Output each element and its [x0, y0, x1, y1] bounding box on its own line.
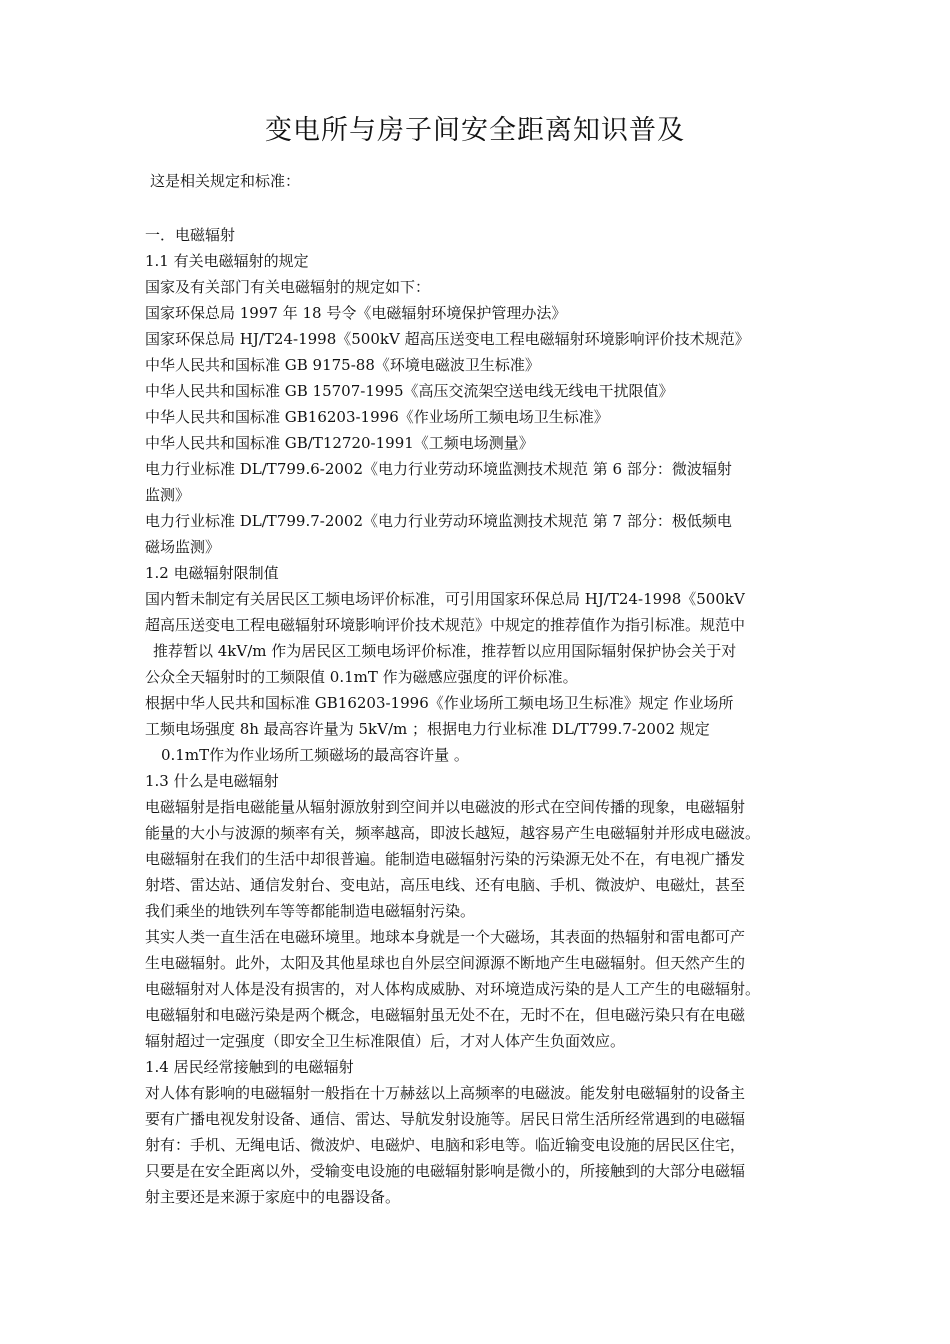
subsection-heading: 1.2 电磁辐射限制值	[145, 564, 279, 582]
body-line: 中华人民共和国标准 GB 9175-88《环境电磁波卫生标准》	[145, 356, 540, 374]
body-line: 只要是在安全距离以外，受输变电设施的电磁辐射影响是微小的，所接触到的大部分电磁辐	[145, 1162, 746, 1180]
section-heading: 一．电磁辐射	[145, 226, 236, 244]
body-line: 射塔、雷达站、通信发射台、变电站，高压电线、还有电脑、手机、微波炉、电磁灶，甚至	[145, 876, 746, 894]
body-line: 射主要还是来源于家庭中的电器设备。	[145, 1188, 401, 1206]
body-line: 推荐暂以 4kV/m 作为居民区工频电场评价标准，推荐暂以应用国际辐射保护协会关于对	[153, 642, 737, 660]
body-line: 电力行业标准 DL/T799.6-2002《电力行业劳动环境监测技术规范 第 6 部分：微波辐射	[145, 460, 732, 478]
body-line: 国内暂未制定有关居民区工频电场评价标准，可引用国家环保总局 HJ/T24-1998《500kV	[145, 590, 745, 608]
body-line: 超高压送变电工程电磁辐射环境影响评价技术规范》中规定的推荐值作为指引标准。规范中	[145, 616, 746, 634]
subsection-heading: 1.1 有关电磁辐射的规定	[145, 252, 309, 270]
body-line: 其实人类一直生活在电磁环境里。地球本身就是一个大磁场，其表面的热辐射和雷电都可产	[145, 928, 746, 946]
body-line: 要有广播电视发射设备、通信、雷达、导航发射设施等。居民日常生活所经常遇到的电磁辐	[145, 1110, 746, 1128]
body-line: 电磁辐射对人体是没有损害的，对人体构成威胁、对环境造成污染的是人工产生的电磁辐射。	[145, 980, 761, 998]
body-line: 监测》	[145, 486, 191, 504]
subsection-heading: 1.4 居民经常接触到的电磁辐射	[145, 1058, 354, 1076]
intro-text: 这是相关规定和标准：	[150, 172, 301, 190]
body-line: 我们乘坐的地铁列车等等都能制造电磁辐射污染。	[145, 902, 476, 920]
body-line: 中华人民共和国标准 GB 15707-1995《高压交流架空送电线无线电干扰限值》	[145, 382, 674, 400]
body-line: 磁场监测》	[145, 538, 221, 556]
body-line: 生电磁辐射。此外，太阳及其他星球也自外层空间源源不断地产生电磁辐射。但天然产生的	[145, 954, 746, 972]
body-line: 国家环保总局 HJ/T24-1998《500kV 超高压送变电工程电磁辐射环境影响评价技术规范》	[145, 330, 750, 348]
subsection-heading: 1.3 什么是电磁辐射	[145, 772, 279, 790]
body-line: 国家环保总局 1997 年 18 号令《电磁辐射环境保护管理办法》	[145, 304, 567, 322]
body-line: 电力行业标准 DL/T799.7-2002《电力行业劳动环境监测技术规范 第 7 部分：极低频电	[145, 512, 732, 530]
body-line: 能量的大小与波源的频率有关，频率越高，即波长越短，越容易产生电磁辐射并形成电磁波。	[145, 824, 761, 842]
body-line: 射有：手机、无绳电话、微波炉、电磁炉、电脑和彩电等。临近输变电设施的居民区住宅，	[145, 1136, 746, 1154]
document-body	[145, 222, 815, 1210]
body-line: 中华人民共和国标准 GB/T12720-1991《工频电场测量》	[145, 434, 534, 452]
body-line: 0.1mT作为作业场所工频磁场的最高容许量 。	[161, 746, 469, 764]
body-line: 电磁辐射在我们的生活中却很普遍。能制造电磁辐射污染的污染源无处不在，有电视广播发	[145, 850, 746, 868]
body-line: 电磁辐射是指电磁能量从辐射源放射到空间并以电磁波的形式在空间传播的现象，电磁辐射	[145, 798, 746, 816]
body-line: 工频电场强度 8h 最高容许量为 5kV/m ；根据电力行业标准 DL/T799.7-2002 规定	[145, 720, 710, 738]
body-line: 对人体有影响的电磁辐射一般指在十万赫兹以上高频率的电磁波。能发射电磁辐射的设备主	[145, 1084, 746, 1102]
page-title: 变电所与房子间安全距离知识普及	[265, 115, 685, 146]
body-line: 根据中华人民共和国标准 GB16203-1996《作业场所工频电场卫生标准》规定 作业场所	[145, 694, 734, 712]
body-line: 公众全天辐射时的工频限值 0.1mT 作为磁感应强度的评价标准。	[145, 668, 578, 686]
body-line: 电磁辐射和电磁污染是两个概念，电磁辐射虽无处不在，无时不在，但电磁污染只有在电磁	[145, 1006, 746, 1024]
body-line: 辐射超过一定强度（即安全卫生标准限值）后，才对人体产生负面效应。	[145, 1032, 626, 1050]
body-line: 国家及有关部门有关电磁辐射的规定如下：	[145, 278, 431, 296]
body-line: 中华人民共和国标准 GB16203-1996《作业场所工频电场卫生标准》	[145, 408, 609, 426]
